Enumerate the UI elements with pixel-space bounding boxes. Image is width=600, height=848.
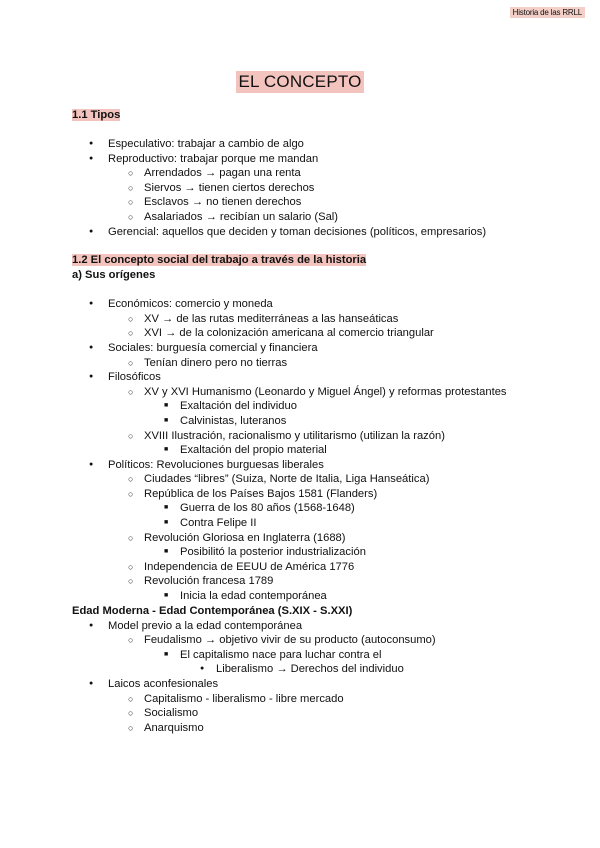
section-heading-concepto-social bbox=[72, 253, 572, 268]
list-item: ● Liberalismo → Derechos del individuo bbox=[72, 662, 572, 677]
list-item: ● Laicos aconfesionales bbox=[72, 677, 572, 692]
list-item: ○ Revolución francesa 1789 bbox=[72, 574, 572, 589]
spacer bbox=[72, 123, 572, 137]
list-item: ○ XVIII Ilustración, racionalismo y utilitarismo (utilizan la razón) bbox=[72, 429, 572, 444]
list-item: ■ Guerra de los 80 años (1568-1648) bbox=[72, 501, 572, 516]
section-heading-text: 1.1 Tipos bbox=[72, 109, 121, 121]
section-heading-text: 1.2 El concepto social del trabajo a través de la historia bbox=[72, 254, 367, 267]
list-item: ● Filosóficos bbox=[72, 370, 572, 385]
list-item: ○ XVI → de la colonización americana al comercio triangular bbox=[72, 326, 572, 341]
subheading-origenes: a) Sus orígenes bbox=[72, 269, 156, 282]
page-title: EL CONCEPTO bbox=[238, 72, 362, 91]
title-wrapper bbox=[0, 71, 600, 93]
list-item: ● Gerencial: aquellos que deciden y toman decisiones (políticos, empresarios) bbox=[72, 225, 572, 240]
list-item: ○ XV → de las rutas mediterráneas a las hanseáticas bbox=[72, 312, 572, 327]
list-item: ■ Exaltación del propio material bbox=[72, 443, 572, 458]
section-heading-edad-moderna: Edad Moderna - Edad Contemporánea (S.XIX - S.XXI) bbox=[72, 604, 353, 617]
list-item: ■ Contra Felipe II bbox=[72, 516, 572, 531]
list-item: ○ Esclavos → no tienen derechos bbox=[72, 195, 572, 210]
list-item: ● Sociales: burguesía comercial y financiera bbox=[72, 341, 572, 356]
list-item: ○ Arrendados → pagan una renta bbox=[72, 166, 572, 181]
list-item: ■ Exaltación del individuo bbox=[72, 399, 572, 414]
list-item: ■ Inicia la edad contemporánea bbox=[72, 589, 572, 604]
list-item: ● Reproductivo: trabajar porque me mandan bbox=[72, 152, 572, 167]
list-item: ○ XV y XVI Humanismo (Leonardo y Miguel Ángel) y reformas protestantes bbox=[72, 385, 572, 400]
list-item: ○ Anarquismo bbox=[72, 721, 572, 736]
tipos-list bbox=[72, 137, 572, 239]
origenes-list bbox=[72, 297, 572, 603]
list-item: ○ Ciudades “libres” (Suiza, Norte de Italia, Liga Hanseática) bbox=[72, 472, 572, 487]
list-item: ○ Capitalismo - liberalismo - libre mercado bbox=[72, 692, 572, 707]
list-item: ■ El capitalismo nace para luchar contra el bbox=[72, 648, 572, 663]
list-item: ○ Socialismo bbox=[72, 706, 572, 721]
list-item: ○ Independencia de EEUU de América 1776 bbox=[72, 560, 572, 575]
spacer bbox=[72, 283, 572, 297]
spacer bbox=[72, 239, 572, 253]
list-item: ● Políticos: Revoluciones burguesas liberales bbox=[72, 458, 572, 473]
list-item: ○ Feudalismo → objetivo vivir de su producto (autoconsumo) bbox=[72, 633, 572, 648]
list-item: ○ Tenían dinero pero no tierras bbox=[72, 356, 572, 371]
list-item: ■ Calvinistas, luteranos bbox=[72, 414, 572, 429]
list-item: ○ República de los Países Bajos 1581 (Flanders) bbox=[72, 487, 572, 502]
list-item: ○ Asalariados → recibían un salario (Sal) bbox=[72, 210, 572, 225]
section-heading-tipos bbox=[72, 108, 572, 123]
list-item: ○ Revolución Gloriosa en Inglaterra (1688) bbox=[72, 531, 572, 546]
list-item: ● Económicos: comercio y moneda bbox=[72, 297, 572, 312]
document-body bbox=[72, 108, 572, 735]
document-header-tag: Historia de las RRLL bbox=[510, 7, 585, 18]
list-item: ● Especulativo: trabajar a cambio de algo bbox=[72, 137, 572, 152]
list-item: ● Model previo a la edad contemporánea bbox=[72, 619, 572, 634]
list-item: ■ Posibilitó la posterior industrialización bbox=[72, 545, 572, 560]
edad-moderna-list bbox=[72, 619, 572, 736]
list-item: ○ Siervos → tienen ciertos derechos bbox=[72, 181, 572, 196]
